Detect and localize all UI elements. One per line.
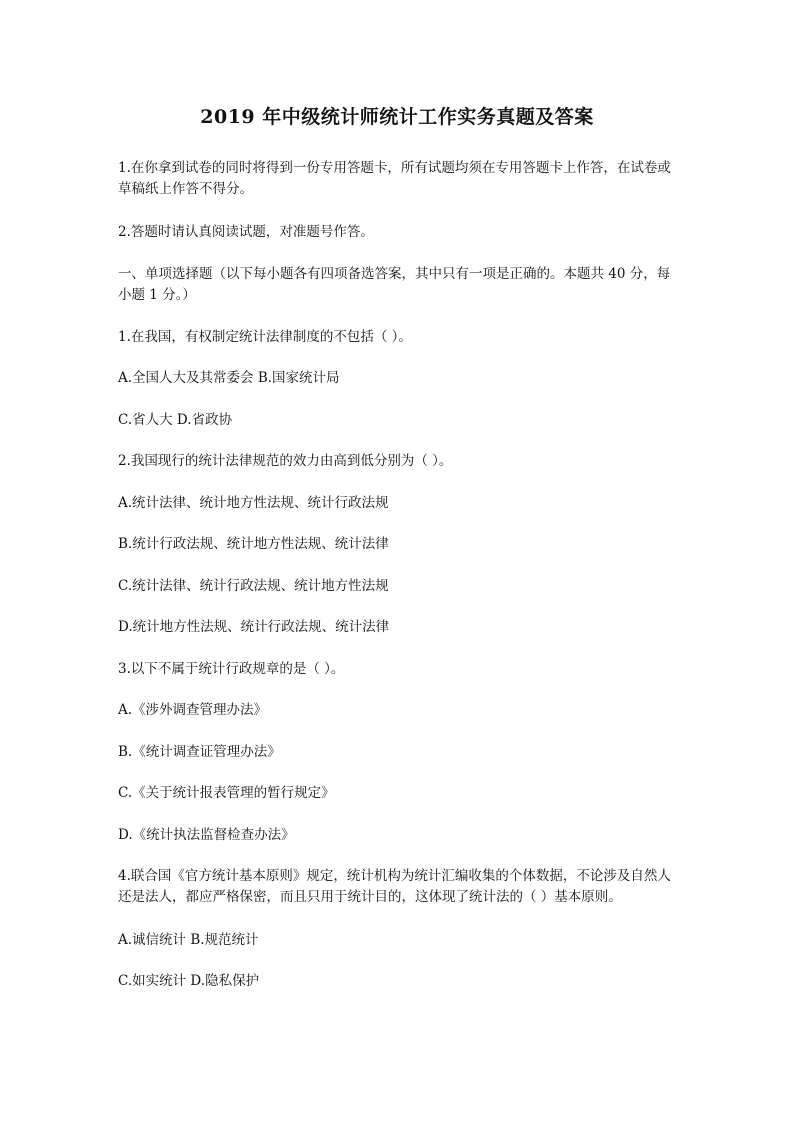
question-3: 3.以下不属于统计行政规章的是（ ）。 bbox=[118, 661, 345, 677]
question-3-option-d: D.《统计执法监督检查办法》 bbox=[118, 827, 295, 843]
question-2-option-b: B.统计行政法规、统计地方性法规、统计法律 bbox=[118, 536, 389, 552]
question-2-option-c: C.统计法律、统计行政法规、统计地方性法规 bbox=[118, 578, 389, 594]
question-3-option-b: B.《统计调查证管理办法》 bbox=[118, 744, 281, 760]
question-1-options-ab: A.全国人大及其常委会 B.国家统计局 bbox=[118, 370, 340, 386]
question-4: 4.联合国《官方统计基本原则》规定，统计机构为统计汇编收集的个体数据，不论涉及自然人还是法人，都应严格保密，而且只用于统计目的，这体现了统计法的（ ）基本原则。 bbox=[118, 868, 671, 905]
question-3-option-a: A.《涉外调查管理办法》 bbox=[118, 702, 268, 718]
question-4-options-ab: A.诚信统计 B.规范统计 bbox=[118, 932, 259, 948]
question-4-options-cd: C.如实统计 D.隐私保护 bbox=[118, 973, 260, 989]
question-1: 1.在我国，有权制定统计法律制度的不包括（ ）。 bbox=[118, 329, 412, 345]
instruction-1: 1.在你拿到试卷的同时将得到一份专用答题卡，所有试题均须在专用答题卡上作答，在试卷或草稿纸上作答不得分。 bbox=[118, 160, 671, 197]
question-2: 2.我国现行的统计法律规范的效力由高到低分别为（ ）。 bbox=[118, 453, 453, 469]
question-2-option-a: A.统计法律、统计地方性法规、统计行政法规 bbox=[118, 495, 389, 511]
instruction-2: 2.答题时请认真阅读试题，对准题号作答。 bbox=[118, 224, 374, 240]
section-heading: 一、单项选择题（以下每小题各有四项备选答案，其中只有一项是正确的。本题共 40 分，每小题 1 分。） bbox=[118, 266, 671, 303]
question-1-options-cd: C.省人大 D.省政协 bbox=[118, 412, 233, 428]
question-3-option-c: C.《关于统计报表管理的暂行规定》 bbox=[118, 785, 335, 801]
question-2-option-d: D.统计地方性法规、统计行政法规、统计法律 bbox=[118, 619, 390, 635]
page-title: 2019 年中级统计师统计工作实务真题及答案 bbox=[200, 106, 594, 128]
